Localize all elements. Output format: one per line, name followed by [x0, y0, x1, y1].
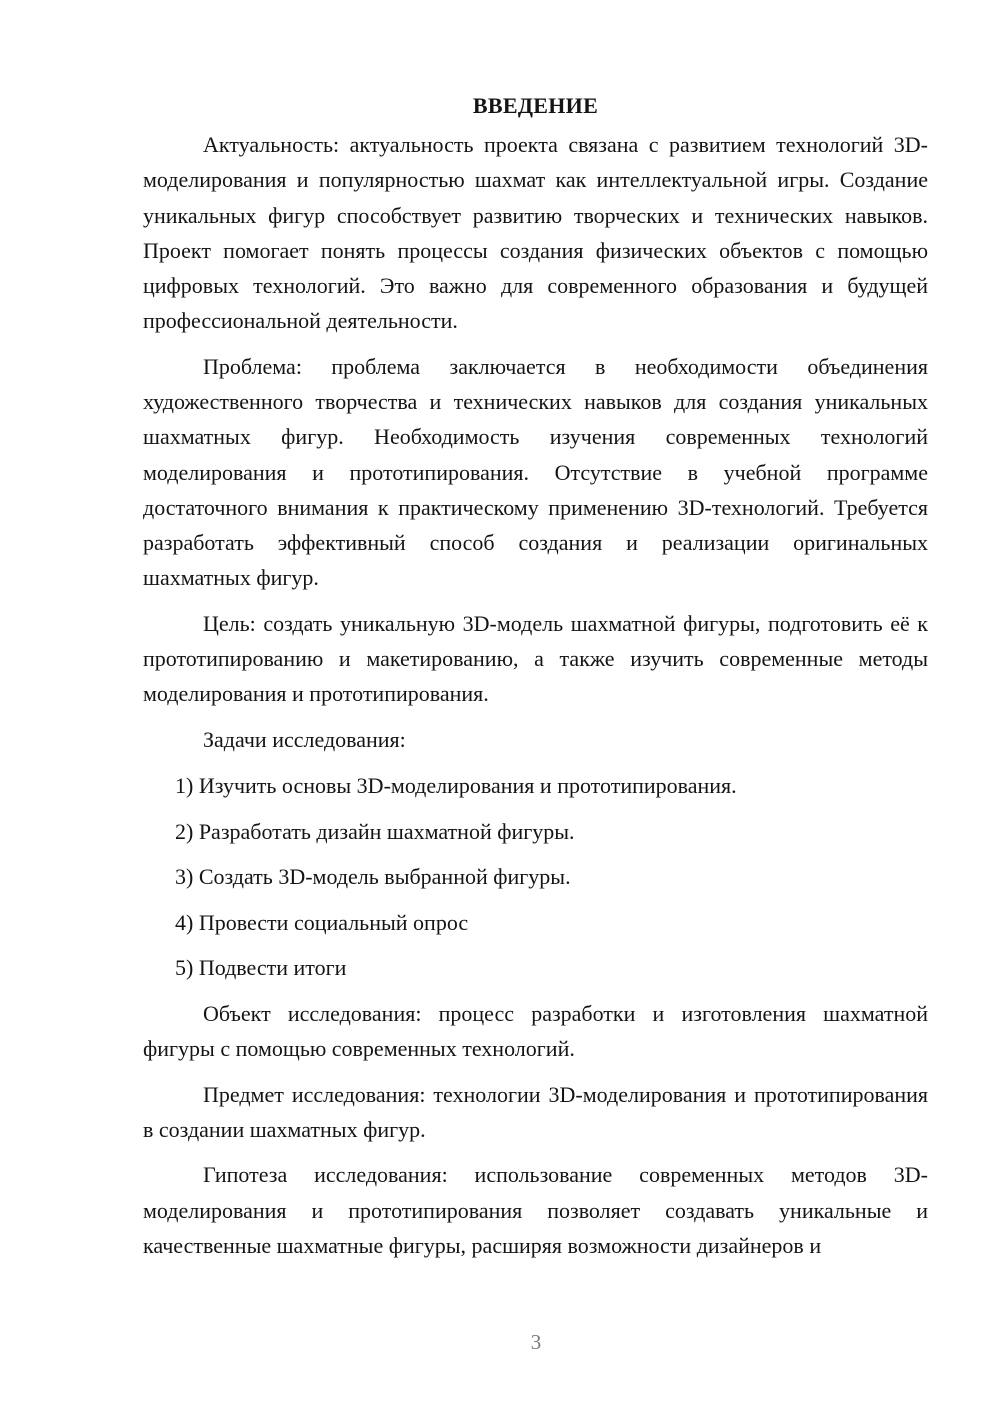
paragraph-relevance: Актуальность: актуальность проекта связана с развитием технологий 3D-моделирования и популярностью шахмат как интеллектуальной игры. Создание уникальных фигур способствует развитию творческих и технических навыков. Проект помогает понять процессы создания физических объектов с помощью цифровых технологий. Это важно для современного образования и будущей профессиональной деятельности. [143, 132, 928, 334]
tasks-heading: Задачи исследования: [203, 726, 406, 752]
paragraph-hypothesis: Гипотеза исследования: использование современных методов 3D-моделирования и прототипирования позволяет создавать уникальные и качественные шахматные фигуры, расширяя возможности дизайнеров и [143, 1162, 928, 1258]
page-number: 3 [530, 1330, 542, 1354]
section-title: ВВЕДЕНИЕ [472, 93, 599, 118]
task-item-4: 4) Провести социальный опрос [175, 909, 469, 935]
task-item-3: 3) Создать 3D-модель выбранной фигуры. [175, 864, 571, 890]
tasks-list [143, 768, 928, 985]
paragraph-subject: Предмет исследования: технологии 3D-моделирования и прототипирования в создании шахматных фигур. [143, 1081, 928, 1142]
paragraph-object: Объект исследования: процесс разработки и изготовления шахматной фигуры с помощью современных технологий. [143, 1000, 928, 1061]
task-item-1: 1) Изучить основы 3D-моделирования и прототипирования. [175, 773, 737, 799]
paragraph-goal: Цель: создать уникальную 3D-модель шахматной фигуры, подготовить её к прототипированию и макетированию, а также изучить современные методы моделирования и прототипирования. [143, 610, 928, 707]
paragraph-problem: Проблема: проблема заключается в необходимости объединения художественного творчества и технических навыков для создания уникальных шахматных фигур. Необходимость изучения современных технологий моделирования и прототипирования. Отсутствие в учебной программе достаточного внимания к практическому применению 3D-технологий. Требуется разработать эффективный способ создания и реализации оригинальных шахматных фигур. [143, 353, 928, 591]
document-page [143, 88, 928, 1274]
task-item-2: 2) Разработать дизайн шахматной фигуры. [175, 818, 575, 844]
task-item-5: 5) Подвести итоги [175, 955, 347, 981]
